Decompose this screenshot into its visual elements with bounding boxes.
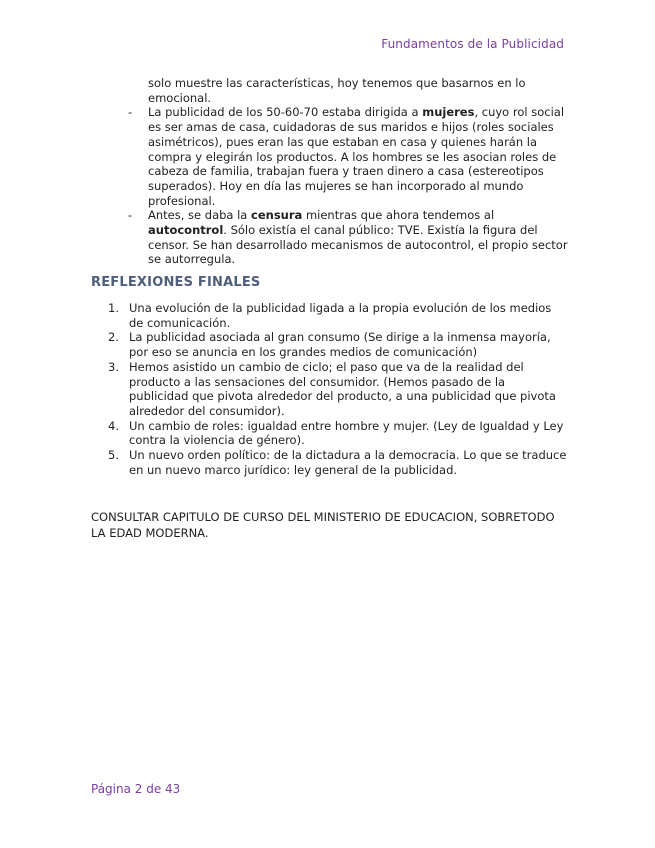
page-number-footer: Página 2 de 43 bbox=[91, 782, 181, 796]
list-number: 5. bbox=[108, 448, 119, 463]
page-header-title: Fundamentos de la Publicidad bbox=[381, 37, 564, 51]
list-number: 1. bbox=[108, 301, 119, 315]
list-item bbox=[108, 301, 568, 330]
bold-term-autocontrol: autocontrol bbox=[148, 223, 224, 238]
bold-term-censura: censura bbox=[251, 208, 303, 223]
bullet-dash: - bbox=[128, 208, 133, 223]
bold-term-mujeres: mujeres bbox=[422, 105, 475, 120]
list-item-text: Un cambio de roles: igualdad entre hombre y mujer. (Ley de Igualdad y Ley contra la violencia de género). bbox=[129, 418, 564, 448]
list-number: 4. bbox=[108, 418, 119, 433]
list-number: 2. bbox=[108, 330, 119, 345]
list-item bbox=[108, 419, 568, 448]
list-item bbox=[108, 360, 568, 419]
bullet-dash: - bbox=[128, 105, 133, 120]
list-item bbox=[108, 448, 568, 477]
section-heading: REFLEXIONES FINALES bbox=[91, 275, 261, 290]
numbered-list bbox=[108, 301, 568, 477]
list-item-text: Una evolución de la publicidad ligada a la propia evolución de los medios de comunicación. bbox=[129, 301, 552, 330]
list-item-text: Hemos asistido un cambio de ciclo; el paso que va de la realidad del producto a las sensaciones del consumidor. (Hemos pasado de la publicidad que pivota alrededor del producto, a una publicidad que pivota alrededor del consumidor). bbox=[129, 359, 556, 418]
bullet-item-women: - La publicidad de los 50-60-70 estaba dirigida a mujeres, cuyo rol social es ser amas de casa, cuidadoras de sus maridos e hijos (roles sociales asimétricos), pues eran las que estaban en casa y quienes harán la compra y elegirán los productos. A los hombres se les asocian roles de cabeza de familia, trabajan fuera y traen dinero a casa (estereotipos superados). Hoy en día las mujeres se han incorporado al mundo profesional. bbox=[128, 105, 565, 208]
list-item bbox=[108, 330, 568, 359]
bullet-continuation-text: solo muestre las características, hoy tenemos que basarnos en lo emocional. bbox=[148, 76, 526, 105]
note-text: CONSULTAR CAPITULO DE CURSO DEL MINISTERIO DE EDUCACION, SOBRETODO LA EDAD MODERNA. bbox=[91, 510, 555, 540]
list-number: 3. bbox=[108, 359, 119, 374]
list-item-text: La publicidad asociada al gran consumo (Se dirige a la inmensa mayoría, por eso se anuncia en los grandes medios de comunicación) bbox=[129, 330, 551, 360]
bullet-list bbox=[128, 76, 568, 267]
list-item-text: Un nuevo orden político: de la dictadura a la democracia. Lo que se traduce en un nuevo marco jurídico: ley general de la publicidad. bbox=[129, 448, 567, 477]
bullet-item-censorship: - Antes, se daba la censura mientras que ahora tendemos al autocontrol. Sólo existía el canal público: TVE. Existía la figura del censor. Se han desarrollado mecanismos de autocontrol, el propio sector se autorregula. bbox=[128, 208, 568, 267]
